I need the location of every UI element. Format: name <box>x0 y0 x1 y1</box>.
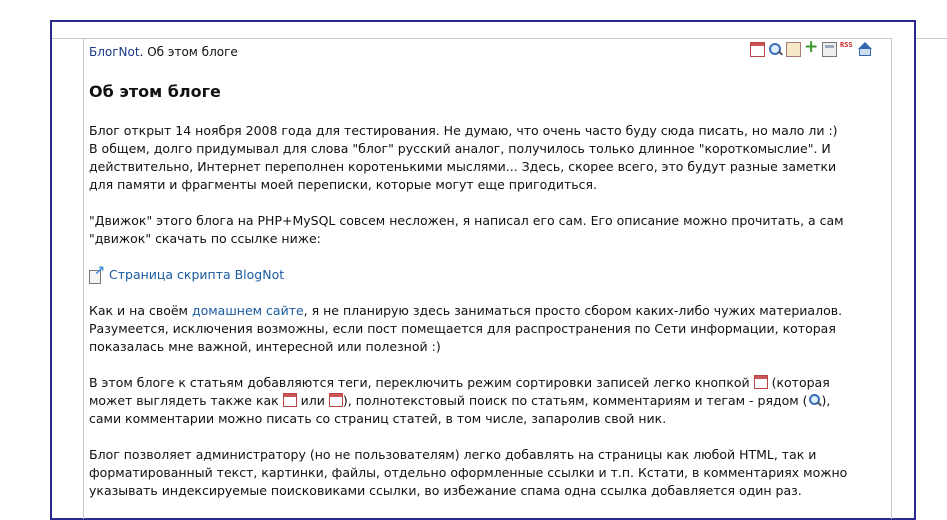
toolbar <box>750 42 873 57</box>
header-rule-right <box>916 38 947 39</box>
paragraph-intro: Блог открыт 14 ноября 2008 года для тестирования. Не думаю, что очень часто буду сюда писать, но мало ли :) В общем, долго придумывал для слова "блог" русский аналог, получилось только длинное "короткомыслие". И действительно, Интернет переполнен коротенькими мыслями... Здесь, скорее всего, это будут разные заметки для памяти и фрагменты моей переписки, которые могут еще пригодиться. <box>89 123 838 192</box>
features-text-a: В этом блоге к статьям добавляются теги, переключить режим сортировки записей легко кнопкой <box>89 375 754 390</box>
features-text-b: (которая может выглядеть также как <box>89 375 830 408</box>
sort-calendar-icon[interactable] <box>754 375 768 389</box>
page-title: Об этом блоге <box>89 82 221 101</box>
features-text-d: ), полнотекстовый поиск по статьям, комментариям и тегам - рядом ( <box>342 393 808 408</box>
script-link-block <box>89 266 849 284</box>
policy-text-before: Как и на своём <box>89 303 192 318</box>
external-link-icon <box>89 267 105 283</box>
paragraph-admin: Блог позволяет администратору (но не пользователям) легко добавлять на страницы как любой HTML, так и форматированный текст, картинки, файлы, отдельно оформленные ссылки и т.п. Кстати, в комментариях можно указывать индексируемые поисковиками ссылки, во избежание спама одна ссылка добавляется один раз. <box>89 447 848 498</box>
breadcrumb <box>89 45 238 59</box>
features-text-c: или <box>296 393 329 408</box>
breadcrumb-page: Об этом блоге <box>147 45 238 59</box>
breadcrumb-site-link[interactable]: БлогNot <box>89 45 140 59</box>
sort-date-icon <box>283 393 297 407</box>
inline-search-icon[interactable] <box>808 393 822 407</box>
paragraph-policy <box>89 302 849 356</box>
calendar-icon[interactable] <box>750 42 765 57</box>
add-icon[interactable] <box>804 42 819 57</box>
search-icon[interactable] <box>768 42 783 57</box>
sort-alpha-icon <box>329 393 343 407</box>
mail-icon[interactable] <box>786 42 801 57</box>
features-text-e: ), сами комментарии можно писать со страниц статей, в том числе, запаролив свой ник. <box>89 393 831 426</box>
calculator-icon[interactable] <box>822 42 837 57</box>
header-rule-left <box>52 38 83 39</box>
article-body <box>89 122 849 518</box>
paragraph-engine: "Движок" этого блога на PHP+MySQL совсем несложен, я написал его сам. Его описание можно прочитать, а сам "движок" скачать по ссылке ниже: <box>89 213 844 246</box>
script-page-link[interactable]: Страница скрипта BlogNot <box>109 267 285 282</box>
home-site-link[interactable]: домашнем сайте <box>191 303 304 318</box>
breadcrumb-separator: . <box>139 45 148 59</box>
rss-icon[interactable]: RSS <box>840 41 853 49</box>
paragraph-features <box>89 374 849 428</box>
home-icon[interactable] <box>858 42 873 57</box>
policy-text-after: , я не планирую здесь заниматься просто сбором каких-либо чужих материалов. Разумеется, исключения возможны, если пост помещается для распространения по Сети информации, которая показалась мне важной, интересной или полезной :) <box>89 303 843 354</box>
